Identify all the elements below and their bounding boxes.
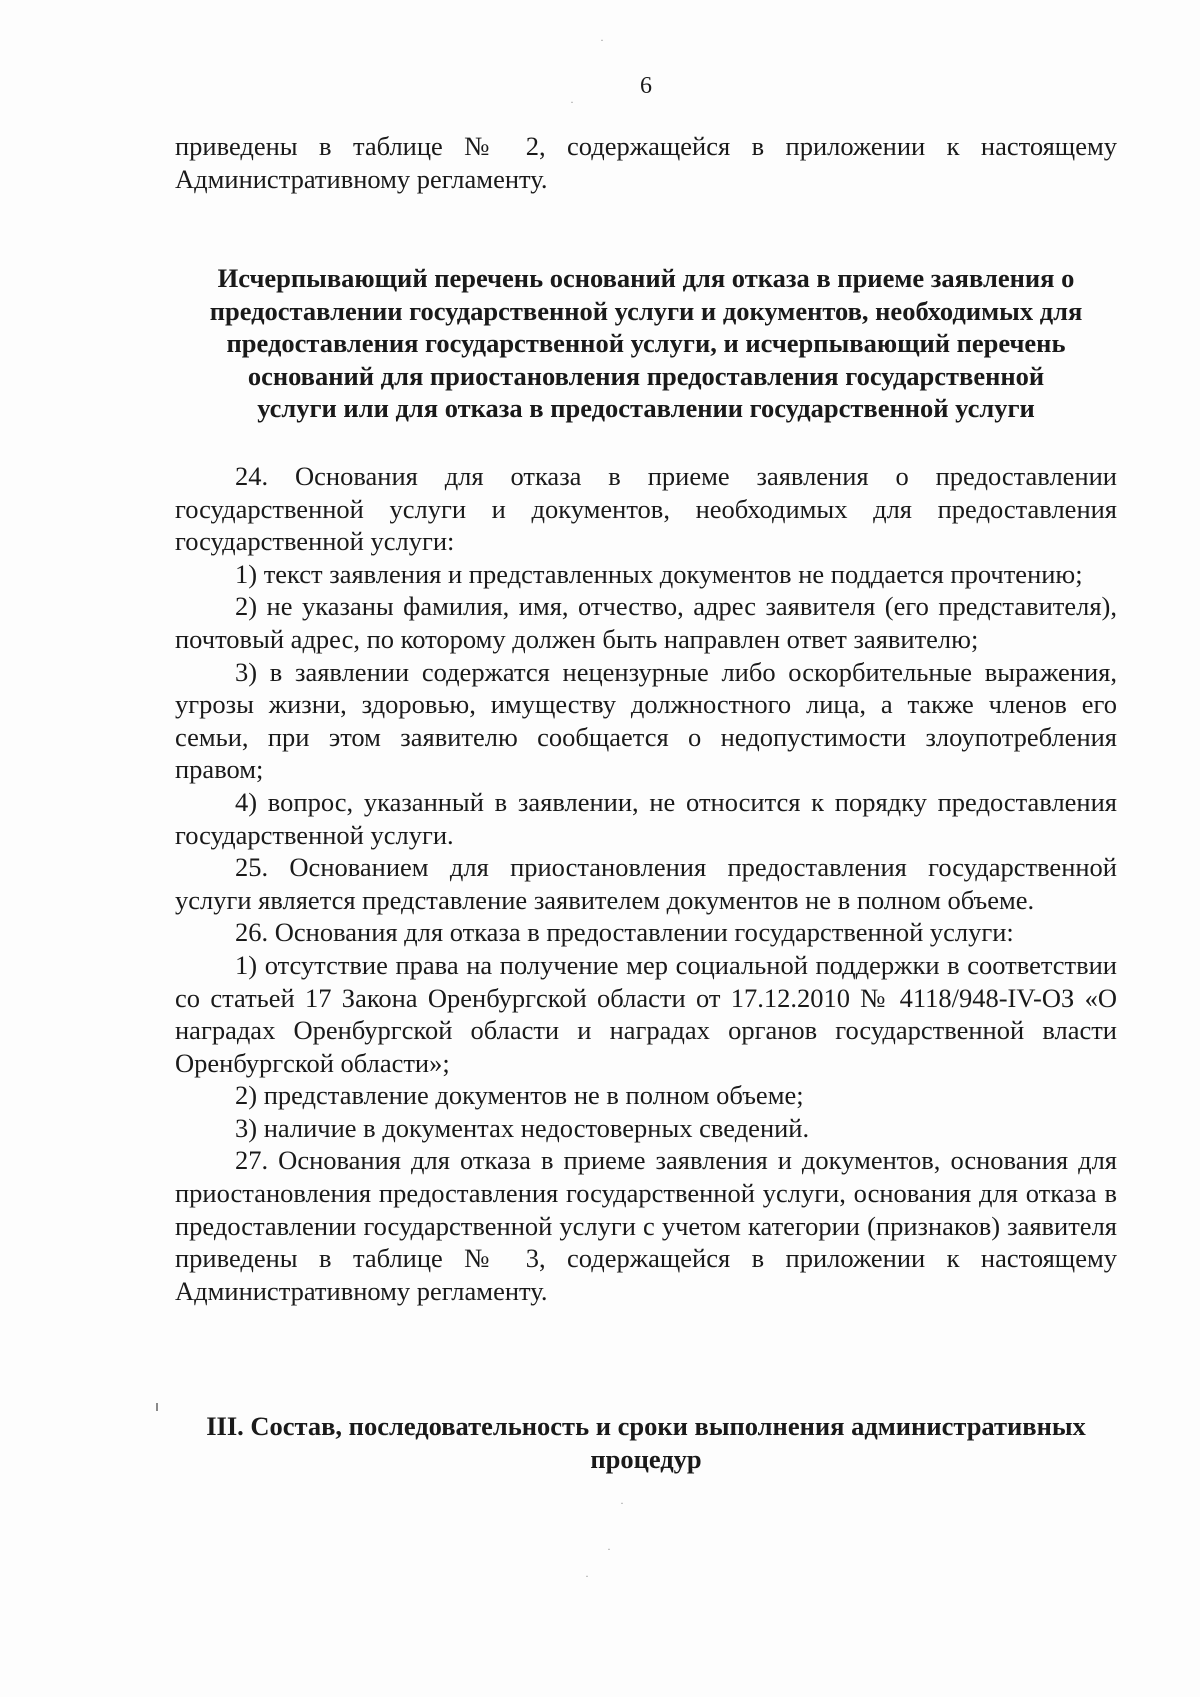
margin-mark <box>156 1403 158 1411</box>
scan-speck: · <box>607 1542 611 1556</box>
paragraph-24: 24. Основания для отказа в приеме заявления о предоставлении государственной услуги и документов, необходимых для предоставления государственной услуги: <box>175 461 1117 557</box>
heading-line: предоставления государственной услуги, и исчерпывающий перечень <box>226 328 1066 359</box>
list-item: 4) вопрос, указанный в заявлении, не относится к порядку предоставления государственной услуги. <box>175 786 1117 850</box>
paragraph-26: 26. Основания для отказа в предоставлении государственной услуги: <box>235 917 1014 948</box>
scan-speck: · <box>620 1496 624 1510</box>
list-item: 3) в заявлении содержатся нецензурные либо оскорбительные выражения, угрозы жизни, здоровью, имуществу должностного лица, а также членов его семьи, при этом заявителю сообщается о недопустимости злоупотребления правом; <box>175 656 1117 785</box>
heading-line: услуги или для отказа в предоставлении государственной услуги <box>257 393 1035 424</box>
section-title <box>175 1410 1117 1475</box>
heading-line: оснований для приостановления предоставления государственной <box>247 360 1045 391</box>
heading-line: предоставлении государственной услуги и документов, необходимых для <box>209 295 1083 326</box>
section-title-line: III. Состав, последовательность и сроки выполнения административных <box>206 1411 1086 1441</box>
paragraph-27: 27. Основания для отказа в приеме заявления и документов, основания для приостановления предоставления государственной услуги, основания для отказа в предоставлении государственной услуги с учетом категории (признаков) заявителя приведены в таблице № 3, содержащейся в приложении к настоящему Административному регламенту. <box>175 1145 1117 1306</box>
list-item: 2) не указаны фамилия, имя, отчество, адрес заявителя (его представителя), почтовый адрес, по которому должен быть направлен ответ заявителю; <box>175 591 1117 654</box>
paragraph-25: 25. Основанием для приостановления предоставления государственной услуги является представление заявителем документов не в полном объеме. <box>175 852 1117 915</box>
intro-paragraph: приведены в таблице № 2, содержащейся в приложении к настоящему Административному регламенту. <box>175 131 1117 194</box>
list-item: 3) наличие в документах недостоверных сведений. <box>235 1112 810 1143</box>
scan-speck: · <box>570 95 574 109</box>
heading-line: Исчерпывающий перечень оснований для отказа в приеме заявления о <box>217 263 1075 293</box>
section-heading <box>175 262 1117 425</box>
list-item: 2) представление документов не в полном объеме; <box>235 1080 804 1111</box>
page-number: 6 <box>640 73 652 99</box>
list-item: 1) текст заявления и представленных документов не поддается прочтению; <box>235 558 1083 589</box>
scan-speck: · <box>600 33 604 47</box>
intro-text-block <box>175 130 1117 195</box>
list-item: 1) отсутствие права на получение мер социальной поддержки в соответствии со статьей 17 Закона Оренбургской области от 17.12.2010 № 4118/948-IV-ОЗ «О наградах Оренбургской области и наградах органов государственной власти Оренбургской области»; <box>175 949 1117 1078</box>
section-title-line: процедур <box>590 1443 702 1474</box>
body-text-block <box>175 460 1117 1307</box>
scan-speck: · <box>585 1569 589 1583</box>
